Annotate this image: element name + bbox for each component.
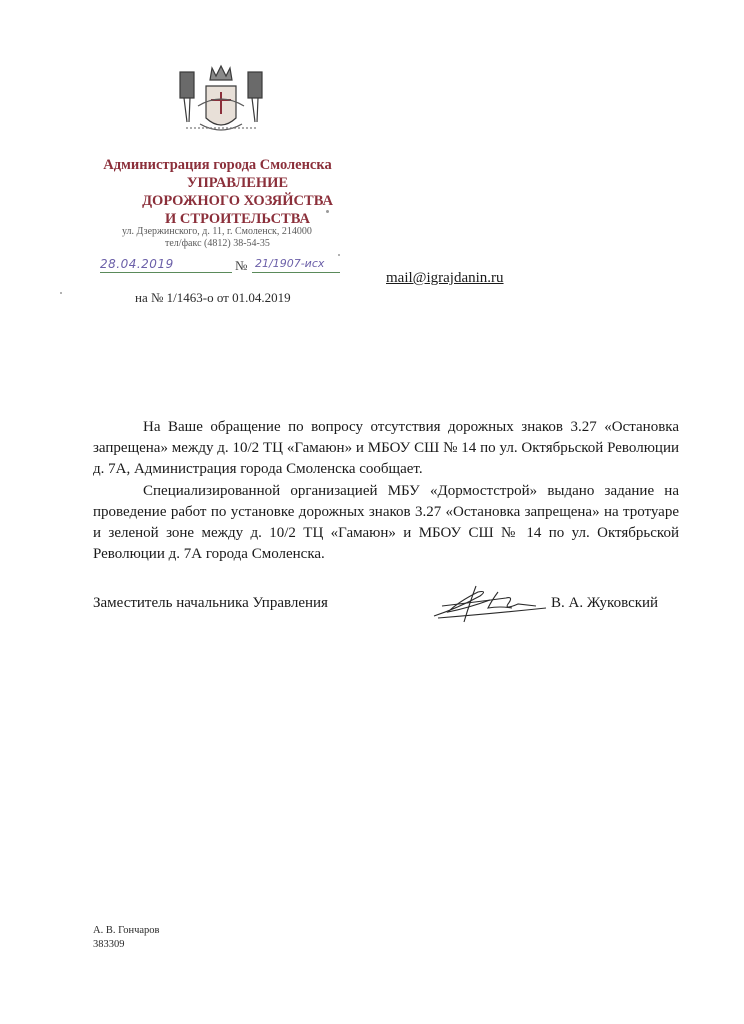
executor-block (93, 924, 160, 952)
executor-phone: 383309 (93, 939, 125, 950)
reference-number: на № 1/1463-о от 01.04.2019 (135, 290, 291, 305)
coat-of-arms-icon (176, 62, 266, 142)
body-paragraph-2: Специализированной организацией МБУ «Дормостстрой» выдано задание на проведение работ по установке дорожных знаков 3.27 «Остановка запрещена» на тротуаре и зеленой зоне между д. 10/2 ТЦ «Гамаюн» и МБОУ СШ № 14 по ул. Октябрьской Революции д. 7А города Смоленска. (93, 482, 679, 563)
org-name-line1: УПРАВЛЕНИЕ (186, 175, 289, 191)
recipient-email[interactable]: mail@igrajdanin.ru (386, 270, 504, 286)
registration-number-label: № (235, 258, 248, 273)
letter-body (93, 417, 679, 565)
number-underline (252, 272, 340, 273)
org-name-line3: И СТРОИТЕЛЬСТВА (165, 211, 310, 227)
organization-block (95, 157, 340, 228)
org-address: ул. Дзержинского, д. 11, г. Смоленск, 214000 (122, 226, 312, 237)
handwritten-signature (428, 578, 558, 626)
signer-position: Заместитель начальника Управления (93, 595, 328, 611)
date-underline (100, 272, 232, 273)
scan-speck (60, 292, 62, 294)
scan-speck (326, 210, 329, 213)
executor-name: А. В. Гончаров (93, 925, 160, 936)
org-name-line2: ДОРОЖНОГО ХОЗЯЙСТВА (142, 193, 333, 209)
org-phone: тел/факс (4812) 38-54-35 (165, 238, 270, 249)
org-parent-name: Администрация города Смоленска (103, 157, 332, 173)
signer-name: В. А. Жуковский (551, 595, 659, 611)
registration-date: 28.04.2019 (100, 257, 174, 271)
body-paragraph-1: На Ваше обращение по вопросу отсутствия дорожных знаков 3.27 «Остановка запрещена» между д. 10/2 ТЦ «Гамаюн» и МБОУ СШ № 14 по ул. Октябрьской Революции д. 7А, Администрация города Смоленска сообщает. (93, 419, 679, 478)
scan-speck (338, 254, 340, 256)
registration-number: 21/1907-исх (255, 257, 325, 270)
